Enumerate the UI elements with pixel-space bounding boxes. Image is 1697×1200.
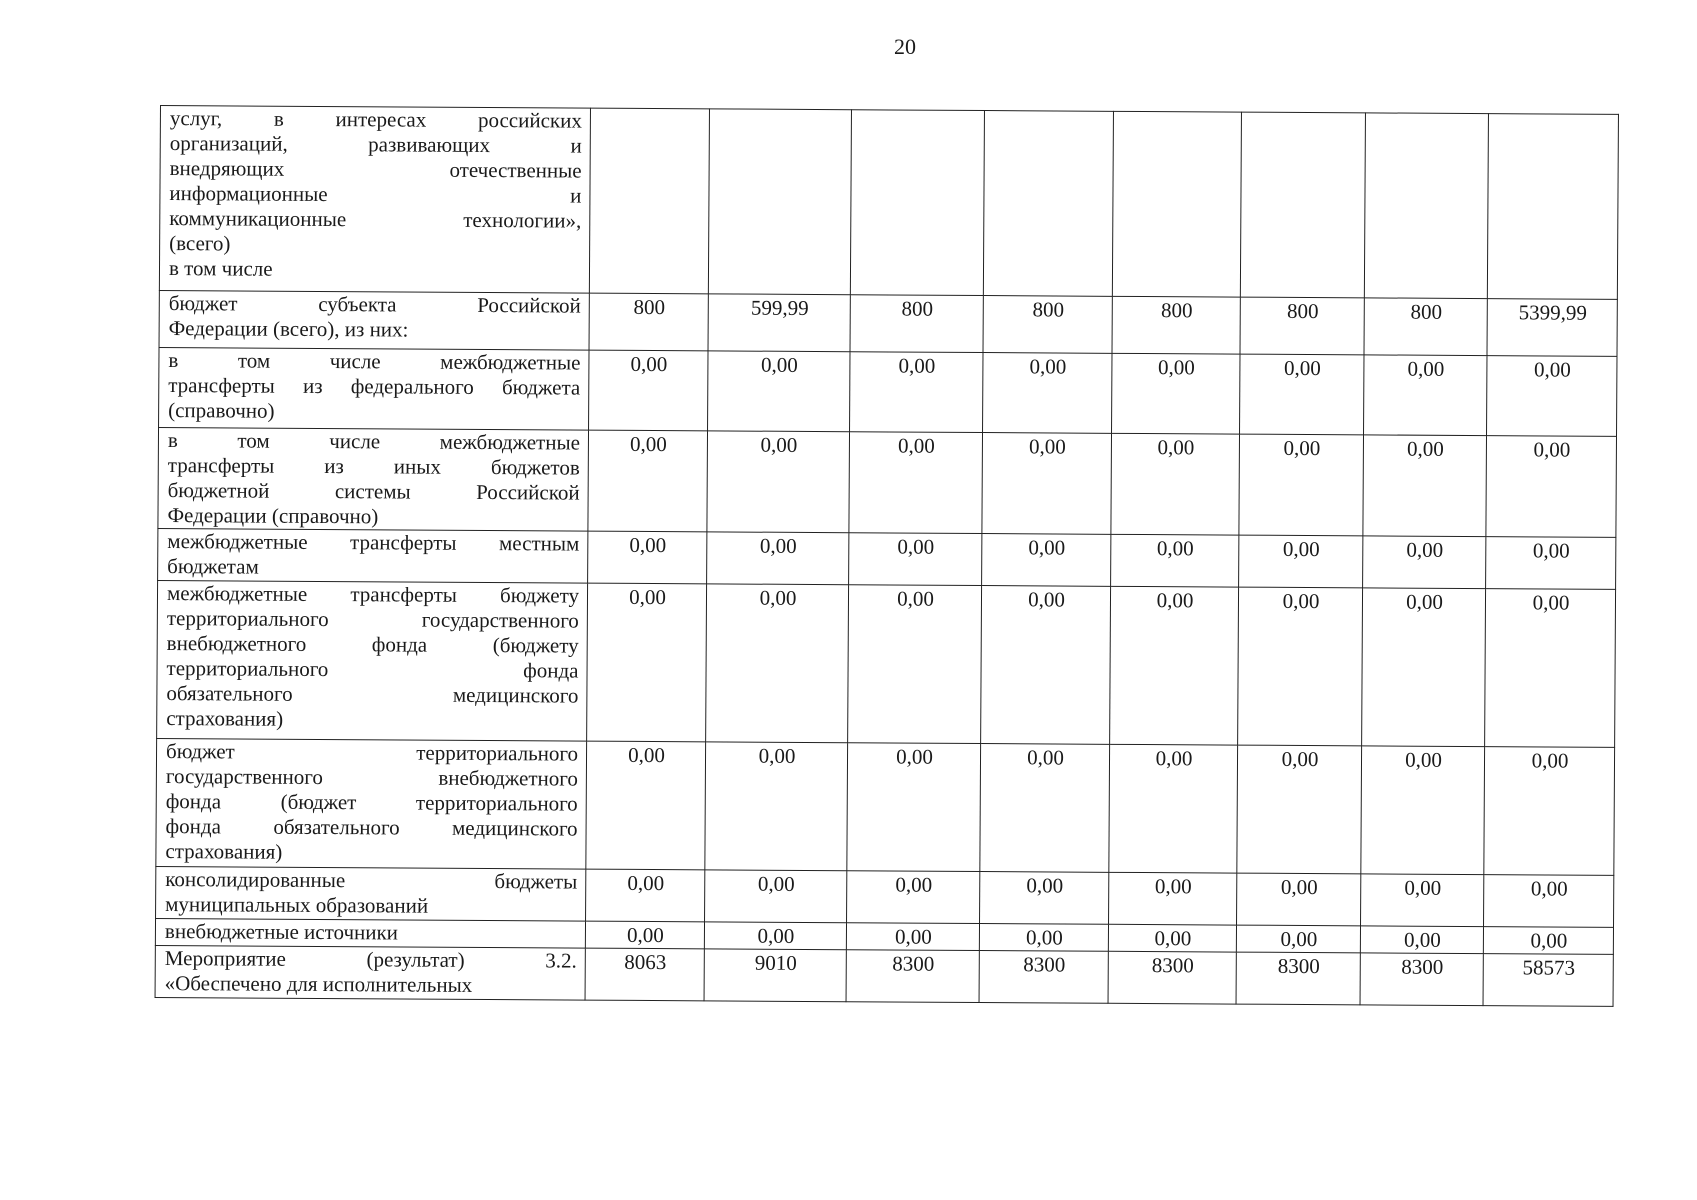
value-cell: 0,00	[1239, 434, 1364, 536]
value-cell: 0,00	[1486, 436, 1617, 538]
value-cell: 0,00	[1111, 433, 1240, 535]
value-cell: 8300	[1236, 952, 1360, 1005]
value-cell: 0,00	[1362, 588, 1486, 747]
value-cell: 0,00	[1237, 745, 1362, 874]
row-label-line: организаций, развивающих и	[169, 131, 582, 158]
value-cell: 0,00	[1112, 353, 1240, 434]
value-cell: 8300	[979, 951, 1108, 1004]
row-label	[156, 866, 586, 921]
value-cell: 8300	[1108, 951, 1236, 1004]
row-label-line: услуг, в интересах российских	[169, 106, 582, 133]
value-cell: 0,00	[1240, 354, 1364, 435]
value-cell: 0,00	[587, 583, 707, 742]
value-cell: 0,00	[589, 350, 708, 431]
value-cell: 0,00	[1363, 435, 1487, 537]
row-label-line: Мероприятие (результат) 3.2.	[164, 946, 577, 973]
row-label-line: бюджетной системы Российской	[167, 478, 580, 505]
value-cell: 5399,99	[1487, 299, 1617, 357]
value-cell: 800	[1240, 297, 1364, 355]
value-cell: 0,00	[1361, 874, 1484, 927]
value-cell: 0,00	[980, 744, 1110, 873]
row-label-line: внедряющих отечественные	[169, 156, 582, 183]
row-label-line: в том числе	[168, 256, 273, 281]
value-cell: 8063	[585, 948, 704, 1001]
value-cell: 0,00	[849, 533, 982, 586]
value-cell: 0,00	[1111, 534, 1239, 587]
row-label	[156, 738, 587, 869]
row-label	[158, 427, 589, 531]
value-cell: 0,00	[1110, 586, 1239, 745]
row-label	[159, 106, 590, 294]
table-row	[157, 580, 1616, 747]
value-cell: 0,00	[707, 532, 849, 585]
value-cell: 0,00	[1239, 535, 1363, 588]
row-label-line: трансферты из иных бюджетов	[167, 453, 580, 480]
value-cell: 0,00	[1485, 589, 1616, 748]
value-cell: 800	[850, 295, 983, 353]
row-label-line: фонда обязательного медицинского	[165, 814, 578, 841]
row-label-line: коммуникационные технологии»,	[169, 206, 582, 233]
budget-table	[155, 105, 1619, 1007]
value-cell: 0,00	[848, 585, 982, 744]
value-cell	[1240, 112, 1365, 298]
value-cell: 0,00	[847, 743, 981, 872]
row-label	[155, 918, 585, 948]
value-cell: 58573	[1483, 954, 1613, 1007]
table-row	[156, 866, 1614, 927]
value-cell: 0,00	[1237, 873, 1361, 926]
row-label-line: муниципальных образований	[165, 892, 429, 918]
row-label-line: Федерации (справочно)	[167, 503, 379, 529]
row-label-line: бюджет территориального	[165, 739, 579, 766]
value-cell: 0,00	[706, 584, 849, 743]
value-cell: 0,00	[1109, 744, 1238, 873]
value-cell: 9010	[704, 949, 846, 1002]
value-cell: 800	[1364, 298, 1487, 356]
row-label-line: информационные и	[169, 181, 582, 208]
value-cell: 0,00	[1487, 356, 1617, 437]
value-cell: 0,00	[708, 351, 850, 432]
value-cell: 0,00	[1108, 924, 1236, 952]
table-row	[155, 945, 1613, 1006]
value-cell	[983, 111, 1113, 297]
value-cell: 0,00	[980, 872, 1109, 925]
value-cell: 0,00	[1109, 872, 1237, 925]
table-row	[159, 290, 1617, 356]
row-label-line: межбюджетные трансферты местным	[167, 529, 580, 556]
value-cell	[589, 108, 709, 294]
row-label-line: обязательного медицинского	[166, 681, 579, 708]
value-cell: 0,00	[982, 534, 1111, 587]
value-cell: 0,00	[1483, 927, 1613, 955]
value-cell: 800	[983, 296, 1112, 354]
row-label-line: (всего)	[169, 231, 231, 256]
page-number: 20	[894, 34, 916, 59]
row-label-line: страхования)	[165, 839, 283, 864]
value-cell: 0,00	[704, 922, 846, 950]
row-label-line: бюджетам	[167, 554, 259, 579]
value-cell: 0,00	[983, 353, 1112, 434]
value-cell: 0,00	[981, 586, 1111, 745]
value-cell: 0,00	[705, 742, 848, 871]
value-cell: 0,00	[846, 923, 979, 951]
value-cell: 0,00	[849, 432, 983, 534]
row-label-line: Федерации (всего), из них:	[168, 316, 409, 342]
row-label-line: в том числе межбюджетные	[167, 428, 581, 455]
value-cell: 0,00	[979, 924, 1108, 952]
value-cell: 8300	[846, 950, 979, 1003]
value-cell	[708, 109, 851, 295]
row-label-line: бюджет субъекта Российской	[168, 291, 581, 318]
value-cell: 0,00	[707, 431, 850, 533]
row-label-line: внебюджетные источники	[164, 919, 399, 945]
value-cell: 0,00	[1363, 536, 1486, 589]
table-row	[159, 106, 1618, 300]
value-cell: 800	[1112, 296, 1240, 354]
value-cell: 0,00	[982, 433, 1112, 535]
value-cell: 0,00	[588, 430, 708, 532]
value-cell: 0,00	[585, 921, 704, 949]
value-cell	[1112, 111, 1241, 297]
row-label-line: территориального государственного	[166, 606, 579, 633]
value-cell: 0,00	[705, 870, 847, 923]
value-cell: 0,00	[588, 531, 707, 584]
row-label-line: государственного внебюджетного	[165, 764, 578, 791]
value-cell: 0,00	[1236, 925, 1360, 953]
table-row	[158, 427, 1617, 537]
value-cell: 599,99	[708, 294, 850, 352]
row-label-line: (справочно)	[168, 398, 275, 423]
value-cell: 0,00	[1238, 587, 1363, 746]
row-label-line: в том числе межбюджетные	[168, 348, 581, 375]
row-label	[159, 290, 589, 350]
row-label-line: страхования)	[166, 706, 284, 731]
value-cell: 800	[589, 293, 708, 351]
value-cell: 0,00	[847, 871, 980, 924]
value-cell: 0,00	[1364, 355, 1487, 436]
value-cell: 8300	[1360, 953, 1483, 1006]
value-cell	[1487, 114, 1618, 300]
row-label	[159, 347, 589, 430]
value-cell: 0,00	[850, 352, 983, 433]
row-label-line: территориального фонда	[166, 656, 579, 683]
row-label-line: межбюджетные трансферты бюджету	[166, 581, 580, 608]
row-label-line: фонда (бюджет территориального	[165, 789, 578, 816]
row-label-line: «Обеспечено для исполнительных	[164, 971, 473, 997]
row-label	[157, 580, 588, 741]
table-row	[159, 347, 1617, 436]
row-label	[155, 945, 585, 1000]
value-cell: 0,00	[1484, 747, 1615, 876]
row-label-line: трансферты из федерального бюджета	[168, 373, 581, 400]
row-label-line: консолидированные бюджеты	[165, 867, 578, 894]
value-cell: 0,00	[1484, 875, 1614, 928]
value-cell: 0,00	[586, 741, 706, 870]
value-cell: 0,00	[1360, 926, 1483, 954]
value-cell: 0,00	[1486, 537, 1616, 590]
table-row	[158, 528, 1616, 589]
value-cell: 0,00	[1361, 746, 1485, 875]
value-cell: 0,00	[586, 869, 705, 922]
row-label-line: внебюджетного фонда (бюджету	[166, 631, 579, 658]
value-cell	[1364, 113, 1488, 299]
table-row	[156, 738, 1615, 875]
value-cell	[850, 110, 984, 296]
row-label	[158, 528, 588, 583]
